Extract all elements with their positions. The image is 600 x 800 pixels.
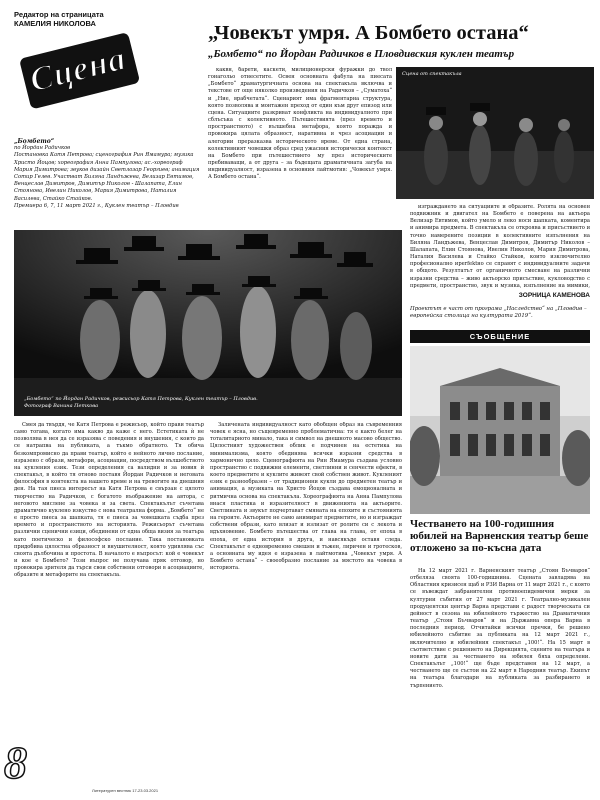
- editor-label: Редактор на страницата: [14, 10, 104, 19]
- right-column: [410, 204, 590, 288]
- editor-credit: [14, 10, 134, 28]
- body-column-1: [14, 422, 204, 782]
- small-photo-caption: Сцена от спектакъла: [402, 71, 462, 77]
- theater-building-illustration: [410, 346, 590, 514]
- credits-title: „Бомбето“: [14, 138, 55, 145]
- theater-building-photo: [410, 346, 590, 514]
- main-stage-photo: [14, 230, 402, 416]
- project-note: Проектът е част от програма „Наследство“ на „Пловдив – европейска столица на културата 2019“.: [410, 306, 587, 319]
- body-column-2: [210, 422, 402, 792]
- article-subhead: „Бомбето“ по Йордан Радичков в Пловдивския куклен театър: [208, 48, 515, 60]
- editor-name: КАМЕЛИЯ НИКОЛОВА: [14, 19, 96, 28]
- news-body-text: На 12 март 2021 г. Варненският театър „Стоян Бъчваров“ отбеляза своята 100-годишнина. Сцената завладява на Областния кризисен щаб и РЗИ Варна от 11 март 2021 г., с която се въвеждат забранителни противоепидемични мерки за културни събития от 27 март 2021 г. Театрално-музикален продуцентски център Варна представи с радост творческата си дейност в сезона на юбилейното тържество на Драматичния театър „Стоян Бъчваров“ и на Държавна опера Варна в последния период. Отчитайки всички пречки, бе решено юбилейното събитие за публиката на 12 март 2021 г., включително и юбилейния спектакъл „100!“. На 15 март в съответствие с решението на Дирекцията, сцените на театъра и новите дати за честването на юбилея бяха определени. Спектакълът „100!“ ще бъде представен на 12 март, а честването ще се състои на 22 март в Народния театър. Екипът на театъра благодари на публиката за разбирането и търпението.: [410, 568, 590, 689]
- credits-author: по Йордан Радичков: [14, 145, 71, 152]
- page-number: 8: [4, 737, 27, 788]
- news-body: [410, 568, 590, 790]
- body-column-1-text: Смея да твърдя, че Катя Петрова е режисьор, който прави театър само тогава, когато има какво да каже с него. Естетиката ѝ не позволява в нея да се изразява с поведения и внушения, с които да се натрапва на публиката, а тъкмо обратното. Тя обича безкомпромисно да прави театър, който е нейното лично послание, изразено с образи, метафори, асоциации, посредством вълшебството на кукления език. Тези определения са валидни и за новия ѝ спектакъл, в който тя отново поставя Йордан Радичков и неговата философия в контекста на нашето време и на тревогите на днешния ден. На тая пиеса интересът на Катя Петрова е свързан с цялото творчество на Радичков, с богатото въображение на автора, с неговото мислене за човека и за света. Спектакълът съчетава драматично куклено изкуство с нова театрална форма. „Бомбето“ не е просто пиеса за шапката, тя е пиеса за човешката съдба през времето и пространството на историята. Режисьорът съчетава различни сценични езици, обединени от една обща визия за театъра като поетическо и философско послание. Така постановката придобива цялостна образност и внушителност, която удивлява със своята дълбочина и простота. В началото е въпросът: кой е човекът и кое е Бомбето? Този въпрос не получава пряк отговор, но провокира зрителя да търси свои собствени отговори в асоциациите, образите и метафорите на спектакъла.: [14, 422, 204, 579]
- article-headline: „Човекът умря. А Бомбето остана“: [208, 22, 529, 44]
- credits-body: Постановка Катя Петрова; сценография Рин Ямамура; музика Христо Йоцов; хореография Анна Пампулова; ас.-хореограф Мария Димитрова; звуков дизайн Светлозар Георгиев; анимация Сотир Гелев. Участват Биляна Ландъжева, Велизар Евтимов, Венцеслав Димитров, Димитър Николов - Шалапата, Елин Стоянова, Ивелин Николов, Мария Димитрова, Наталия Василева, Стайко Стайков.: [14, 152, 200, 202]
- small-photo-illustration: [396, 67, 594, 199]
- body-column-2-text: Заличената индивидуалност като обобщен образ на съвременния човек е ясна, но същевременно проблематична: тя е както белег на тоталитарното минало, така и символ на днешното масово общество. Цялостният художествен облик е подчинен на естетика на минимализма, която обединява всички изразни средства в хармонично цяло. Сценографията на Рин Ямамура създава условно пространство с подвижни елементи, светлинни и сенчести ефекти, в което предметите и куклите живеят свой собствен живот. Кукленият език е разнообразен – от традиционни кукли до предметен театър и анимация, а музиката на Христо Йоцов създава емоционалната и ритмична основа на спектакъла. Хореографията на Анна Пампулова внася пластика и изразителност в движенията на актьорите. Светлината и звукът подчертават смяната на епохите и състоянията на героите. Актьорите не само анимират предметите, но и изграждат собствени образи, като влизат и излизат от ролите си с лекота и вдъхновение. Бомбето пътешества от глава на глава, от епоха в епоха, от една история в друга, и навсякъде оставя следа. Спектакълът е едновременно смешен и тъжен, лиричен и гротесков, а основната му идея е изразена в лайтмотива „Човекът умря. А Бомбето остана“ – своеобразно послание за мястото на човека в историята.: [210, 422, 402, 572]
- article-signature: ЗОРНИЦА КАМЕНОВА: [518, 292, 590, 299]
- section-logo: [17, 23, 149, 121]
- right-column-text: изграждането на ситуациите и образите. Ролята на основен подвижник и двигател на Бомбето е поверена на актьора Велизар Евтимов, който умело и леко носи шапката, коментира и анимира предмета. В спектакъла се откроява и присъствието и точно намерените позиции в колективните изпълнения на Биляна Ландъжева, Венцеслав Димитров, Димитър Николов – Шалапата, Елин Стоянова, Ивелин Николов, Мария Димитрова, Наталия Василева и Стайко Стайков, които изключително професионално иperfektно се справят с индивидуалните задачи в общото. Резултатът от органичното смесване на различни изразни средства – живо актьорско присъствие, кукловодство с предмети, пространство, звук и музика, изпълнение на мимики,: [410, 204, 590, 288]
- main-photo-caption: „Бомбето“ по Йордан Радичков, режисьор Катя Петрова, Куклен театър – Пловдив. Фотограф Ванина Петкова: [24, 396, 258, 409]
- intro-text: каквн, барети, каскети, милиционерски фуражки до твол гонагольо отнесетите. Освен основната фабула на пиесата „Бомбето“ драматургичната основа на спектакъла включва и текстове от още няколко произведения на Радичков – „Суматоха“ и „Ние, врабчетата“. Сценарият има фрагментарна структура, която позволява и монтажен преход от един към друг епизод или сцена. Ситуациите разкриват конфликта на индивидуалното при сблъсъка с колективното. Пътешествията (през времето и пространството) с вълшебна метафора, която поражда и провокира цялата образност, наративна и чрез асоциации и алегории преразказва историческото време. От една страна, колективният човешки образ сред ужасния исторически контекст на Бомбето при пътешествието му през историческите пребиваващи, а от друга – за бъдещата драматичната загуба на индивидуалност, изразена в основния лайтмотив: „Човекът умря. А Бомбето остана“.: [208, 67, 392, 181]
- section-logo-text: Сцена: [26, 39, 130, 100]
- page-footer: Литературен вестник 17-23.03.2021: [92, 788, 159, 793]
- credits-premiere: Премиера 6, 7, 11 март 2021 г., Куклен театър – Пловдив: [14, 202, 179, 209]
- main-photo-illustration: [14, 230, 402, 416]
- news-headline: Честването на 100-годишния юбилей на Варненския театър беше отложено за по-късна дата: [410, 518, 589, 554]
- play-credits: [14, 138, 200, 210]
- announcement-banner: СЪОБЩЕНИЕ: [410, 330, 590, 343]
- small-stage-photo: [396, 67, 594, 199]
